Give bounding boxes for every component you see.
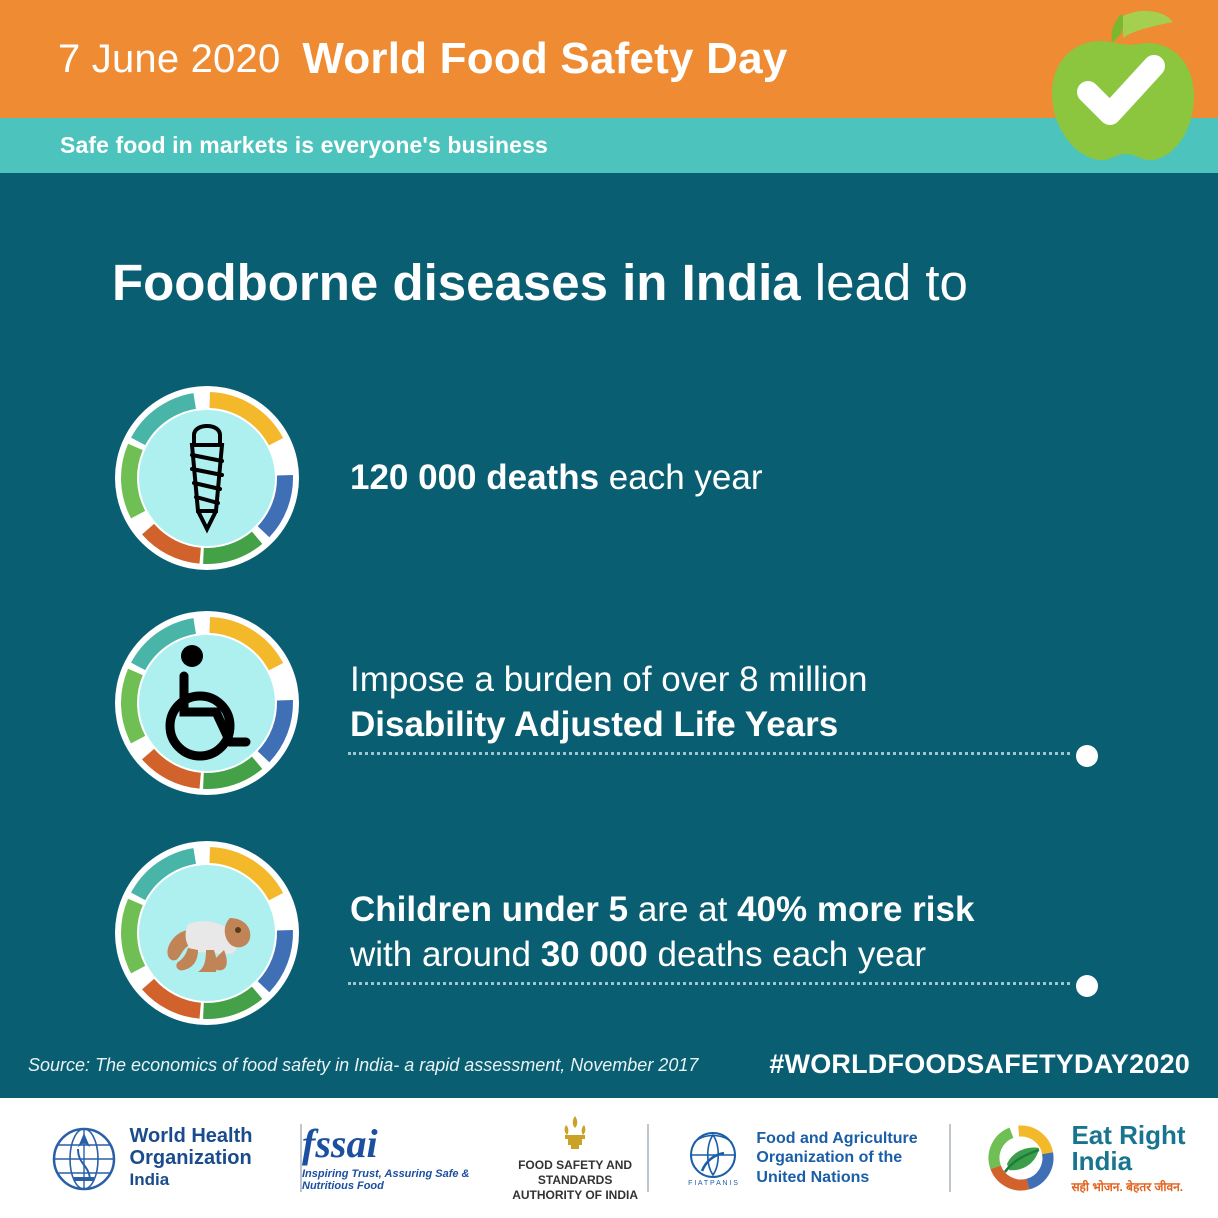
stat-badge-3	[112, 838, 302, 1028]
eri-line-1: Eat Right	[1071, 1119, 1186, 1150]
stat-text-3	[350, 888, 974, 978]
stat-2-line1: Impose a burden of over 8 million	[350, 660, 868, 700]
fssai-tagline: Inspiring Trust, Assuring Safe & Nutritious Food	[302, 1168, 470, 1192]
fssai-authority-2: AUTHORITY OF INDIA	[512, 1188, 638, 1202]
headline	[112, 255, 968, 311]
stat-1-rest: each year	[608, 457, 763, 497]
fao-line-1: Food and Agriculture	[756, 1129, 918, 1147]
eat-right-india-logo	[951, 1098, 1218, 1218]
who-logo	[0, 1098, 300, 1218]
fssai-wordmark: fssai	[302, 1121, 378, 1166]
who-emblem-icon	[48, 1119, 120, 1197]
headline-light: lead to	[814, 254, 968, 311]
stat-row-deaths	[112, 383, 1112, 573]
eat-right-india-icon	[983, 1120, 1059, 1196]
fssai-authority-1: FOOD SAFETY AND STANDARDS	[518, 1158, 633, 1187]
stat-text-2	[350, 658, 868, 748]
stat-3-line2-pre: with around	[350, 935, 531, 974]
fao-logo	[649, 1098, 949, 1218]
fao-emblem-icon	[680, 1127, 746, 1189]
apple-check-icon	[1026, 8, 1196, 168]
india-state-emblem-icon	[560, 1113, 590, 1151]
page-title: World Food Safety Day	[302, 34, 788, 83]
svg-text:F I A T P A N I S: F I A T P A N I S	[688, 1180, 739, 1187]
logo-bar	[0, 1098, 1218, 1218]
stat-badge-1	[112, 383, 302, 573]
header-subtitle: Safe food in markets is everyone's business	[60, 132, 548, 158]
headline-bold: Foodborne diseases in India	[112, 254, 801, 311]
eri-tagline: सही भोजन. बेहतर जीवन.	[1071, 1179, 1184, 1194]
stat-3-mid: are at	[637, 890, 728, 930]
who-line-3: India	[129, 1170, 170, 1190]
stat-3-bold-a: Children under 5	[350, 890, 629, 930]
stat-3-line2-post: deaths each year	[657, 935, 926, 974]
hashtag: #WORLDFOODSAFETYDAY2020	[769, 1049, 1190, 1079]
eri-line-2: India	[1071, 1145, 1133, 1176]
stat-badge-2	[112, 608, 302, 798]
source-note: Source: The economics of food safety in India- a rapid assessment, November 2017	[28, 1055, 699, 1075]
stat-1-bold: 120 000 deaths	[350, 457, 600, 497]
stat-row-children	[112, 838, 1112, 1028]
who-line-1: World Health	[129, 1125, 253, 1148]
stat-row-daly	[112, 608, 1112, 798]
fssai-logo	[302, 1098, 647, 1218]
main-content	[0, 173, 1218, 1098]
stat-3-line2-bold: 30 000	[540, 935, 648, 974]
header-date: 7 June 2020	[58, 36, 281, 81]
fao-line-2: Organization of the	[756, 1149, 903, 1167]
fao-line-3: United Nations	[756, 1168, 870, 1186]
stat-2-line2: Disability Adjusted Life Years	[350, 705, 839, 744]
stat-text-1	[350, 456, 763, 501]
stat-3-bold-b: 40% more risk	[737, 890, 975, 930]
who-line-2: Organization	[129, 1146, 252, 1169]
